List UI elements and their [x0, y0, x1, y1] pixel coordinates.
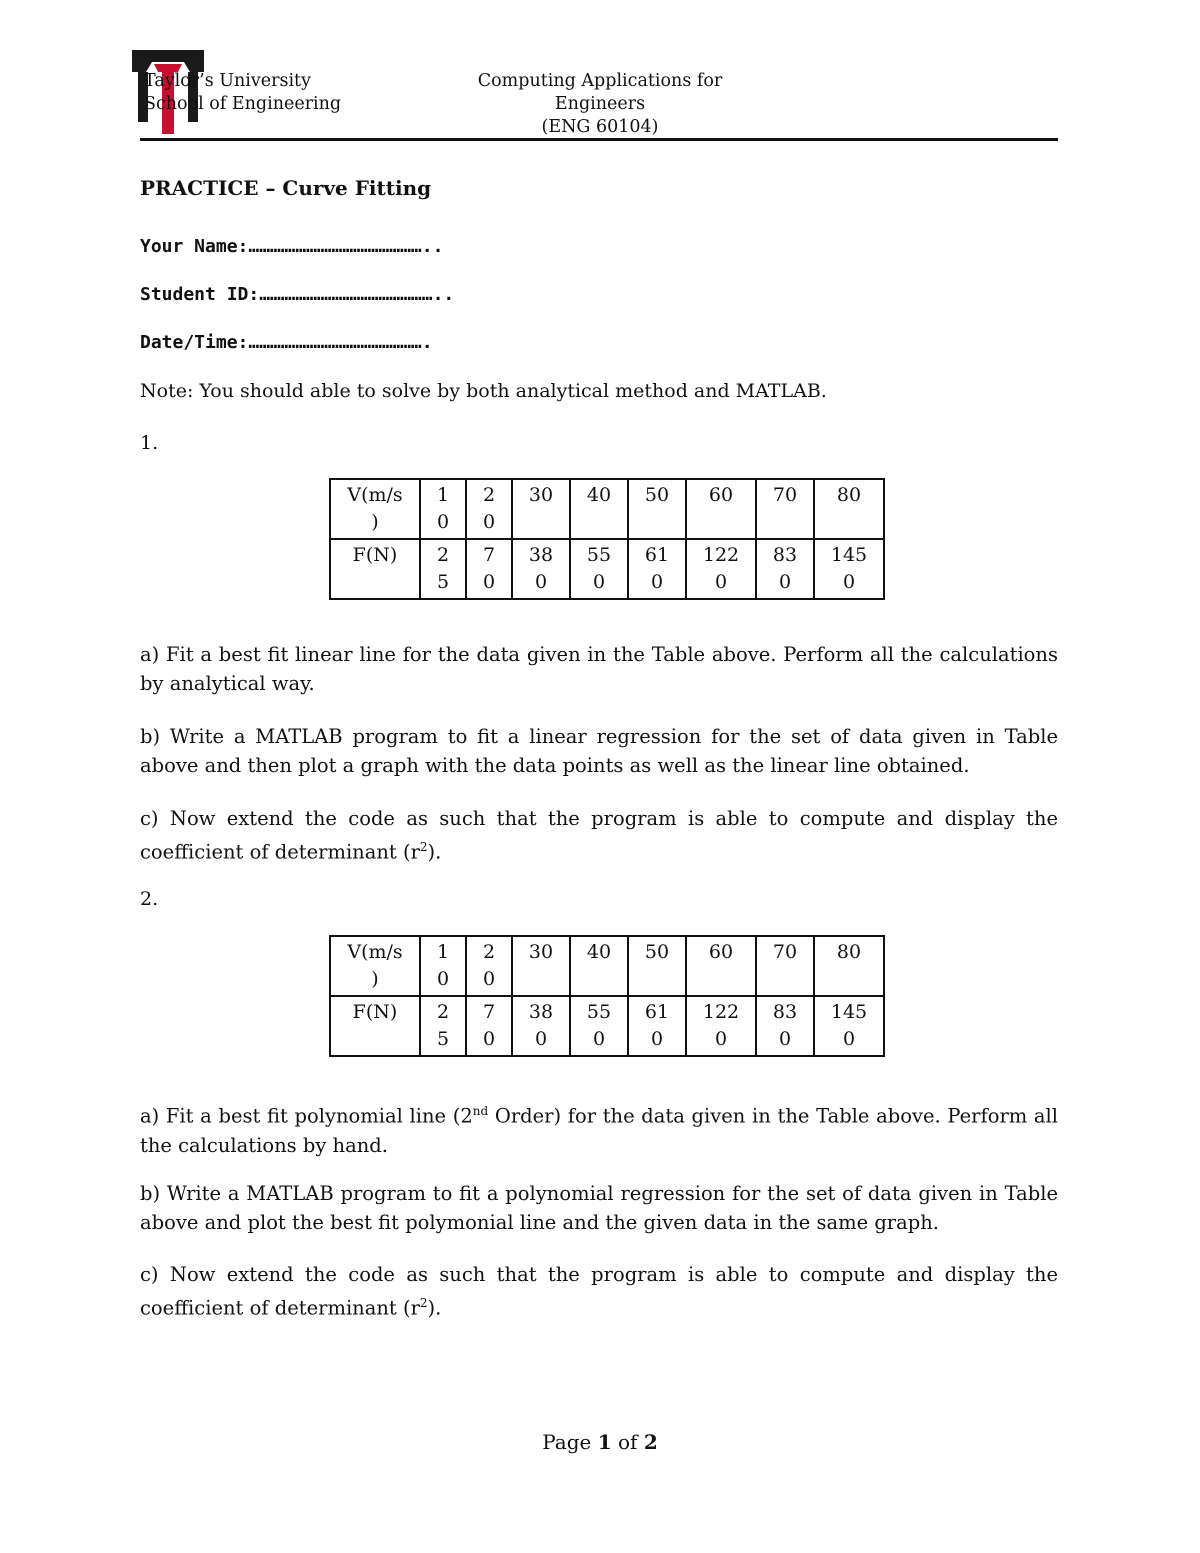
table-cell: 38 0 — [512, 996, 570, 1056]
table-cell: 30 — [512, 479, 570, 539]
footer-prefix: Page — [542, 1430, 598, 1454]
page-footer — [0, 1430, 1200, 1454]
table-cell: 122 0 — [686, 539, 756, 599]
table-cell: V(m/s ) — [330, 479, 420, 539]
table-cell: 60 — [686, 479, 756, 539]
table-cell: 40 — [570, 936, 628, 996]
table-cell: F(N) — [330, 996, 420, 1056]
part-text: Now extend the code as such that the program is able to compute and display the coefficient of determinant (r — [140, 1263, 1058, 1320]
table-cell: 145 0 — [814, 996, 884, 1056]
part-label: b) — [140, 725, 170, 748]
part-text: Write a MATLAB program to fit a polynomial regression for the set of data given in Table above and plot the best fit polymonial line and the given data in the same graph. — [140, 1182, 1058, 1234]
table-row — [330, 936, 884, 996]
page-title: PRACTICE – Curve Fitting — [140, 176, 432, 200]
superscript: 2 — [419, 840, 428, 854]
course-name: Computing Applications for Engineers — [477, 71, 723, 114]
question-1a — [140, 640, 1058, 698]
table-row — [330, 996, 884, 1056]
table-cell: 40 — [570, 479, 628, 539]
part-label: c) — [140, 807, 170, 830]
footer-total: 2 — [643, 1430, 658, 1454]
student-id-field: Student ID:………………………………………….. — [140, 284, 455, 305]
question-2b — [140, 1179, 1058, 1237]
table-cell: 61 0 — [628, 539, 686, 599]
footer-page: 1 — [597, 1430, 612, 1454]
part-text-end: ). — [427, 1296, 442, 1320]
table-row — [330, 479, 884, 539]
date-time-field: Date/Time:…………………………………………. — [140, 332, 433, 353]
table-cell: 80 — [814, 936, 884, 996]
table-cell: 60 — [686, 936, 756, 996]
table-cell: 61 0 — [628, 996, 686, 1056]
table-cell: 2 0 — [466, 936, 512, 996]
part-text: Now extend the code as such that the program is able to compute and display the coefficient of determinant (r — [140, 807, 1058, 864]
header-divider — [140, 138, 1058, 141]
question-2a — [140, 1097, 1058, 1160]
table-cell: 30 — [512, 936, 570, 996]
question-2-table — [329, 935, 885, 1057]
page-header — [130, 48, 1058, 138]
question-1-number: 1. — [140, 432, 159, 454]
part-text-cont: Order) for the data given in the Table above. Perform all the calculations by hand. — [140, 1104, 1059, 1157]
question-2-number: 2. — [140, 888, 159, 910]
part-text: Fit a best fit linear line for the data given in the Table above. Perform all the calculations by analytical way. — [140, 643, 1058, 695]
part-label: a) — [140, 643, 167, 666]
table-cell: 83 0 — [756, 996, 814, 1056]
table-cell: 2 0 — [466, 479, 512, 539]
table-cell: 38 0 — [512, 539, 570, 599]
table-cell: 7 0 — [466, 996, 512, 1056]
header-course — [430, 70, 770, 139]
table-cell: 2 5 — [420, 539, 466, 599]
part-label: a) — [140, 1104, 166, 1128]
part-text: Write a MATLAB program to fit a linear regression for the set of data given in Table above and then plot a graph with the data points as well as the linear line obtained. — [140, 725, 1059, 777]
table-cell: F(N) — [330, 539, 420, 599]
school-name: School of Engineering — [144, 94, 342, 114]
table-cell: 1 0 — [420, 479, 466, 539]
table-cell: 7 0 — [466, 539, 512, 599]
question-1c — [140, 804, 1058, 867]
table-cell: 122 0 — [686, 996, 756, 1056]
table-cell: 70 — [756, 479, 814, 539]
table-cell: 145 0 — [814, 539, 884, 599]
table-cell: 70 — [756, 936, 814, 996]
part-text: Fit a best fit polynomial line (2 — [165, 1104, 473, 1128]
header-institution — [144, 70, 341, 116]
part-text-end: ). — [427, 840, 442, 864]
table-cell: 83 0 — [756, 539, 814, 599]
table-cell: 1 0 — [420, 936, 466, 996]
superscript: 2 — [419, 1296, 428, 1310]
footer-middle: of — [611, 1430, 644, 1454]
note-text: Note: You should able to solve by both analytical method and MATLAB. — [140, 380, 827, 402]
table-cell: V(m/s ) — [330, 936, 420, 996]
question-1-table — [329, 478, 885, 600]
table-cell: 80 — [814, 479, 884, 539]
table-cell: 55 0 — [570, 996, 628, 1056]
table-cell: 2 5 — [420, 996, 466, 1056]
part-label: b) — [140, 1182, 167, 1205]
table-cell: 50 — [628, 479, 686, 539]
university-name: Taylor’s University — [144, 71, 311, 91]
table-cell: 55 0 — [570, 539, 628, 599]
superscript: nd — [472, 1104, 489, 1118]
question-2c — [140, 1260, 1058, 1323]
course-code: (ENG 60104) — [541, 117, 659, 137]
part-label: c) — [140, 1263, 170, 1286]
table-row — [330, 539, 884, 599]
question-1b — [140, 722, 1058, 780]
table-cell: 50 — [628, 936, 686, 996]
name-field: Your Name:………………………………………….. — [140, 236, 444, 257]
